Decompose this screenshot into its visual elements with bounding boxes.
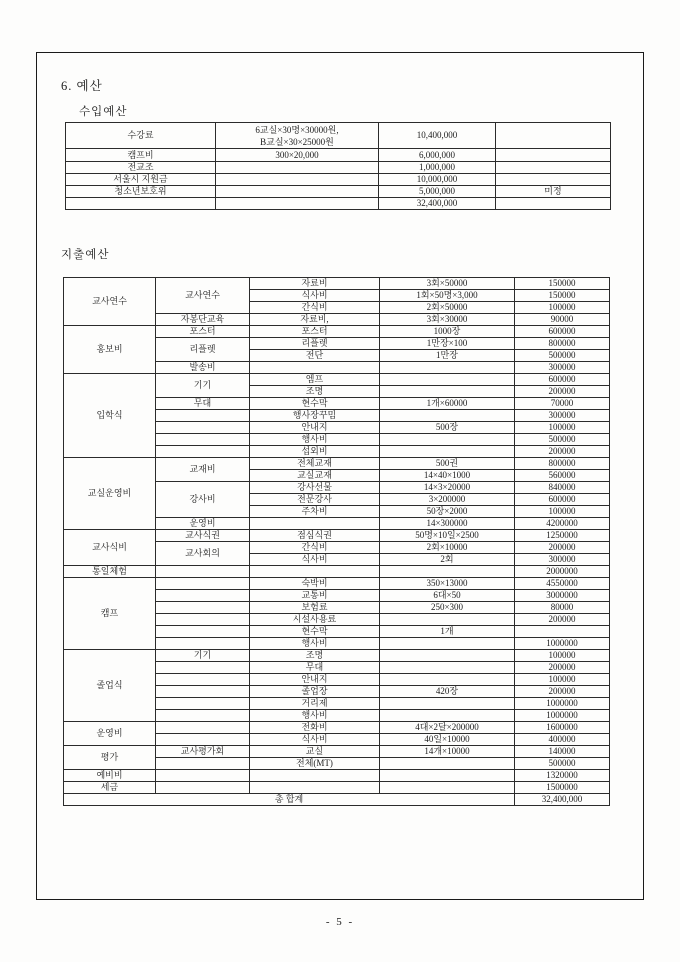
expenditure-row	[64, 530, 610, 542]
expenditure-calc-cell	[380, 614, 515, 626]
expenditure-subcategory-cell	[156, 638, 250, 650]
income-heading: 수입예산	[79, 106, 128, 118]
expenditure-amount-cell: 200000	[515, 686, 610, 698]
expenditure-calc-cell	[380, 782, 515, 794]
expenditure-total-label-cell: 총 합계	[64, 794, 515, 806]
expenditure-calc-cell	[380, 410, 515, 422]
expenditure-item-cell: 조명	[250, 650, 380, 662]
expenditure-category-cell: 홍보비	[64, 326, 156, 374]
income-amount-cell: 5,000,000	[379, 186, 496, 198]
expenditure-item-cell: 보험료	[250, 602, 380, 614]
expenditure-amount-cell: 800000	[515, 458, 610, 470]
expenditure-calc-cell: 14×40×1000	[380, 470, 515, 482]
expenditure-amount-cell: 500000	[515, 434, 610, 446]
income-row	[66, 123, 611, 149]
expenditure-item-cell: 안내지	[250, 422, 380, 434]
expenditure-amount-cell: 200000	[515, 446, 610, 458]
expenditure-calc-cell: 50명×10일×2500	[380, 530, 515, 542]
expenditure-item-cell: 엠프	[250, 374, 380, 386]
expenditure-item-cell: 자료비	[250, 278, 380, 290]
expenditure-table-body	[64, 278, 610, 806]
expenditure-row	[64, 770, 610, 782]
expenditure-item-cell: 전화비	[250, 722, 380, 734]
expenditure-calc-cell	[380, 758, 515, 770]
expenditure-calc-cell: 14×3×20000	[380, 482, 515, 494]
expenditure-amount-cell: 200000	[515, 614, 610, 626]
expenditure-category-cell: 입학식	[64, 374, 156, 458]
expenditure-subcategory-cell: 리플렛	[156, 338, 250, 362]
expenditure-amount-cell: 400000	[515, 734, 610, 746]
expenditure-amount-cell: 70000	[515, 398, 610, 410]
income-calc-line: 6교실×30명×30000원,	[255, 124, 339, 135]
expenditure-amount-cell: 80000	[515, 602, 610, 614]
expenditure-category-cell: 캠프	[64, 578, 156, 650]
expenditure-category-cell: 운영비	[64, 722, 156, 746]
income-table	[65, 122, 611, 210]
expenditure-table	[63, 277, 610, 806]
expenditure-item-cell	[250, 782, 380, 794]
expenditure-amount-cell: 140000	[515, 746, 610, 758]
expenditure-calc-cell: 14개×10000	[380, 746, 515, 758]
expenditure-item-cell: 졸업장	[250, 686, 380, 698]
expenditure-item-cell: 간식비	[250, 302, 380, 314]
expenditure-item-cell: 교통비	[250, 590, 380, 602]
expenditure-item-cell: 전문강사	[250, 494, 380, 506]
expenditure-subcategory-cell	[156, 410, 250, 422]
expenditure-calc-cell: 14×300000	[380, 518, 515, 530]
expenditure-item-cell: 교실	[250, 746, 380, 758]
income-item-cell	[66, 198, 216, 210]
expenditure-subcategory-cell	[156, 590, 250, 602]
expenditure-item-cell: 전단	[250, 350, 380, 362]
expenditure-item-cell: 거리제	[250, 698, 380, 710]
income-calc-cell	[216, 186, 379, 198]
expenditure-amount-cell: 600000	[515, 326, 610, 338]
expenditure-calc-cell: 1000장	[380, 326, 515, 338]
expenditure-amount-cell: 600000	[515, 374, 610, 386]
expenditure-category-cell: 졸업식	[64, 650, 156, 722]
income-calc-cell	[216, 174, 379, 186]
expenditure-calc-cell: 3×200000	[380, 494, 515, 506]
expenditure-calc-cell: 3회×30000	[380, 314, 515, 326]
expenditure-calc-cell: 2회×10000	[380, 542, 515, 554]
expenditure-item-cell	[250, 362, 380, 374]
income-note-cell	[496, 162, 611, 174]
expenditure-amount-cell: 4550000	[515, 578, 610, 590]
expenditure-amount-cell: 200000	[515, 662, 610, 674]
income-note-cell	[496, 174, 611, 186]
expenditure-item-cell: 식사비	[250, 734, 380, 746]
expenditure-item-cell	[250, 518, 380, 530]
expenditure-item-cell: 식사비	[250, 554, 380, 566]
income-calc-cell	[216, 149, 379, 162]
expenditure-row	[64, 458, 610, 470]
expenditure-amount-cell: 100000	[515, 650, 610, 662]
expenditure-item-cell: 강사선물	[250, 482, 380, 494]
expenditure-amount-cell: 1600000	[515, 722, 610, 734]
expenditure-calc-cell: 350×13000	[380, 578, 515, 590]
expenditure-amount-cell: 150000	[515, 290, 610, 302]
expenditure-subcategory-cell	[156, 674, 250, 686]
income-note-cell	[496, 149, 611, 162]
expenditure-category-cell: 교사연수	[64, 278, 156, 326]
income-row	[66, 198, 611, 210]
income-note-cell: 미정	[496, 186, 611, 198]
expenditure-calc-cell: 4대×2달×200000	[380, 722, 515, 734]
income-row	[66, 186, 611, 198]
income-item-cell: 청소년보호위	[66, 186, 216, 198]
expenditure-calc-cell	[380, 386, 515, 398]
expenditure-total-amount-cell: 32,400,000	[515, 794, 610, 806]
expenditure-item-cell	[250, 566, 380, 578]
expenditure-calc-cell: 1만장	[380, 350, 515, 362]
expenditure-row	[64, 578, 610, 590]
expenditure-item-cell: 점심식권	[250, 530, 380, 542]
expenditure-calc-cell	[380, 698, 515, 710]
expenditure-subcategory-cell	[156, 566, 250, 578]
expenditure-category-cell: 예비비	[64, 770, 156, 782]
expenditure-item-cell: 무대	[250, 662, 380, 674]
income-note-cell	[496, 198, 611, 210]
expenditure-calc-cell	[380, 650, 515, 662]
expenditure-amount-cell	[515, 626, 610, 638]
income-item-cell: 캠프비	[66, 149, 216, 162]
expenditure-calc-cell: 50장×2000	[380, 506, 515, 518]
income-amount-cell: 10,400,000	[379, 123, 496, 149]
expenditure-heading: 지출예산	[61, 249, 110, 261]
expenditure-row	[64, 326, 610, 338]
expenditure-item-cell: 리플렛	[250, 338, 380, 350]
expenditure-row	[64, 794, 610, 806]
expenditure-subcategory-cell	[156, 770, 250, 782]
income-calc-line: 300×20,000	[275, 150, 319, 160]
expenditure-item-cell: 현수막	[250, 398, 380, 410]
expenditure-subcategory-cell	[156, 710, 250, 722]
expenditure-subcategory-cell: 교사회의	[156, 542, 250, 566]
expenditure-item-cell: 교실교재	[250, 470, 380, 482]
expenditure-subcategory-cell: 포스터	[156, 326, 250, 338]
expenditure-calc-cell: 6대×50	[380, 590, 515, 602]
income-amount-cell: 32,400,000	[379, 198, 496, 210]
income-calc-cell	[216, 123, 379, 149]
expenditure-calc-cell: 1개	[380, 626, 515, 638]
expenditure-amount-cell: 3000000	[515, 590, 610, 602]
expenditure-item-cell: 행사비	[250, 638, 380, 650]
expenditure-calc-cell	[380, 566, 515, 578]
expenditure-amount-cell: 300000	[515, 362, 610, 374]
expenditure-category-cell: 통일체험	[64, 566, 156, 578]
expenditure-calc-cell	[380, 434, 515, 446]
income-calc-line: B교실×30×25000원	[260, 136, 334, 147]
expenditure-amount-cell: 100000	[515, 506, 610, 518]
expenditure-subcategory-cell: 운영비	[156, 518, 250, 530]
expenditure-amount-cell: 600000	[515, 494, 610, 506]
expenditure-row	[64, 566, 610, 578]
expenditure-subcategory-cell	[156, 434, 250, 446]
expenditure-calc-cell	[380, 662, 515, 674]
expenditure-subcategory-cell	[156, 578, 250, 590]
expenditure-subcategory-cell: 무대	[156, 398, 250, 410]
expenditure-subcategory-cell	[156, 698, 250, 710]
expenditure-calc-cell: 420장	[380, 686, 515, 698]
expenditure-item-cell: 숙박비	[250, 578, 380, 590]
expenditure-subcategory-cell: 교사평가회	[156, 746, 250, 758]
expenditure-item-cell: 전체(MT)	[250, 758, 380, 770]
expenditure-subcategory-cell: 교사식권	[156, 530, 250, 542]
expenditure-subcategory-cell	[156, 446, 250, 458]
expenditure-item-cell: 안내지	[250, 674, 380, 686]
expenditure-amount-cell: 1000000	[515, 638, 610, 650]
expenditure-subcategory-cell	[156, 686, 250, 698]
expenditure-amount-cell: 800000	[515, 338, 610, 350]
expenditure-subcategory-cell	[156, 782, 250, 794]
expenditure-calc-cell	[380, 362, 515, 374]
expenditure-subcategory-cell	[156, 722, 250, 734]
expenditure-category-cell: 평가	[64, 746, 156, 770]
income-item-cell: 전교조	[66, 162, 216, 174]
expenditure-row	[64, 782, 610, 794]
expenditure-item-cell: 시설사용료	[250, 614, 380, 626]
expenditure-subcategory-cell	[156, 422, 250, 434]
expenditure-calc-cell: 40일×10000	[380, 734, 515, 746]
expenditure-calc-cell	[380, 374, 515, 386]
expenditure-subcategory-cell	[156, 734, 250, 746]
expenditure-row	[64, 722, 610, 734]
expenditure-amount-cell: 100000	[515, 422, 610, 434]
expenditure-amount-cell: 300000	[515, 554, 610, 566]
expenditure-item-cell	[250, 770, 380, 782]
expenditure-row	[64, 278, 610, 290]
expenditure-amount-cell: 150000	[515, 278, 610, 290]
expenditure-item-cell: 주차비	[250, 506, 380, 518]
expenditure-calc-cell	[380, 770, 515, 782]
expenditure-calc-cell: 250×300	[380, 602, 515, 614]
expenditure-amount-cell: 2000000	[515, 566, 610, 578]
expenditure-calc-cell: 1개×60000	[380, 398, 515, 410]
expenditure-calc-cell	[380, 674, 515, 686]
expenditure-calc-cell: 3회×50000	[380, 278, 515, 290]
section-title: 6. 예산	[61, 79, 103, 93]
expenditure-item-cell: 식사비	[250, 290, 380, 302]
expenditure-row	[64, 650, 610, 662]
expenditure-amount-cell: 100000	[515, 674, 610, 686]
income-table-body	[66, 123, 611, 210]
expenditure-item-cell: 섭외비	[250, 446, 380, 458]
expenditure-amount-cell: 840000	[515, 482, 610, 494]
expenditure-amount-cell: 560000	[515, 470, 610, 482]
expenditure-amount-cell: 1000000	[515, 698, 610, 710]
expenditure-item-cell: 현수막	[250, 626, 380, 638]
income-note-cell	[496, 123, 611, 149]
expenditure-row	[64, 374, 610, 386]
expenditure-item-cell: 전체교재	[250, 458, 380, 470]
expenditure-subcategory-cell: 교사연수	[156, 278, 250, 314]
income-calc-cell	[216, 162, 379, 174]
income-amount-cell: 10,000,000	[379, 174, 496, 186]
page-number: - 5 -	[325, 916, 355, 928]
expenditure-calc-cell	[380, 710, 515, 722]
expenditure-item-cell: 행사장꾸밈	[250, 410, 380, 422]
income-calc-cell	[216, 198, 379, 210]
expenditure-subcategory-cell	[156, 602, 250, 614]
expenditure-row	[64, 746, 610, 758]
expenditure-item-cell: 행사비	[250, 434, 380, 446]
expenditure-category-cell: 교실운영비	[64, 458, 156, 530]
expenditure-subcategory-cell	[156, 758, 250, 770]
income-row	[66, 174, 611, 186]
expenditure-subcategory-cell: 강사비	[156, 482, 250, 518]
income-row	[66, 149, 611, 162]
expenditure-amount-cell: 1000000	[515, 710, 610, 722]
expenditure-calc-cell: 500장	[380, 422, 515, 434]
expenditure-amount-cell: 90000	[515, 314, 610, 326]
expenditure-subcategory-cell: 기기	[156, 374, 250, 398]
expenditure-amount-cell: 500000	[515, 350, 610, 362]
income-item-cell: 서울시 지원금	[66, 174, 216, 186]
expenditure-amount-cell: 1320000	[515, 770, 610, 782]
expenditure-amount-cell: 200000	[515, 542, 610, 554]
expenditure-calc-cell: 500권	[380, 458, 515, 470]
expenditure-calc-cell: 2회	[380, 554, 515, 566]
expenditure-subcategory-cell	[156, 626, 250, 638]
expenditure-amount-cell: 300000	[515, 410, 610, 422]
expenditure-subcategory-cell: 교재비	[156, 458, 250, 482]
expenditure-amount-cell: 100000	[515, 302, 610, 314]
expenditure-category-cell: 교사식비	[64, 530, 156, 566]
expenditure-item-cell: 행사비	[250, 710, 380, 722]
expenditure-subcategory-cell: 자봉단교육	[156, 314, 250, 326]
expenditure-item-cell: 간식비	[250, 542, 380, 554]
expenditure-subcategory-cell	[156, 662, 250, 674]
income-item-cell: 수강료	[66, 123, 216, 149]
income-amount-cell: 6,000,000	[379, 149, 496, 162]
expenditure-calc-cell: 2회×50000	[380, 302, 515, 314]
expenditure-item-cell: 조명	[250, 386, 380, 398]
expenditure-item-cell: 자료비,	[250, 314, 380, 326]
expenditure-calc-cell: 1회×50명×3,000	[380, 290, 515, 302]
income-row	[66, 162, 611, 174]
expenditure-calc-cell	[380, 638, 515, 650]
expenditure-subcategory-cell: 기기	[156, 650, 250, 662]
expenditure-amount-cell: 500000	[515, 758, 610, 770]
expenditure-subcategory-cell: 발송비	[156, 362, 250, 374]
expenditure-calc-cell: 1만장×100	[380, 338, 515, 350]
expenditure-amount-cell: 200000	[515, 386, 610, 398]
expenditure-subcategory-cell	[156, 614, 250, 626]
expenditure-item-cell: 포스터	[250, 326, 380, 338]
expenditure-category-cell: 세금	[64, 782, 156, 794]
expenditure-amount-cell: 1500000	[515, 782, 610, 794]
expenditure-amount-cell: 1250000	[515, 530, 610, 542]
expenditure-amount-cell: 4200000	[515, 518, 610, 530]
expenditure-calc-cell	[380, 446, 515, 458]
income-amount-cell: 1,000,000	[379, 162, 496, 174]
